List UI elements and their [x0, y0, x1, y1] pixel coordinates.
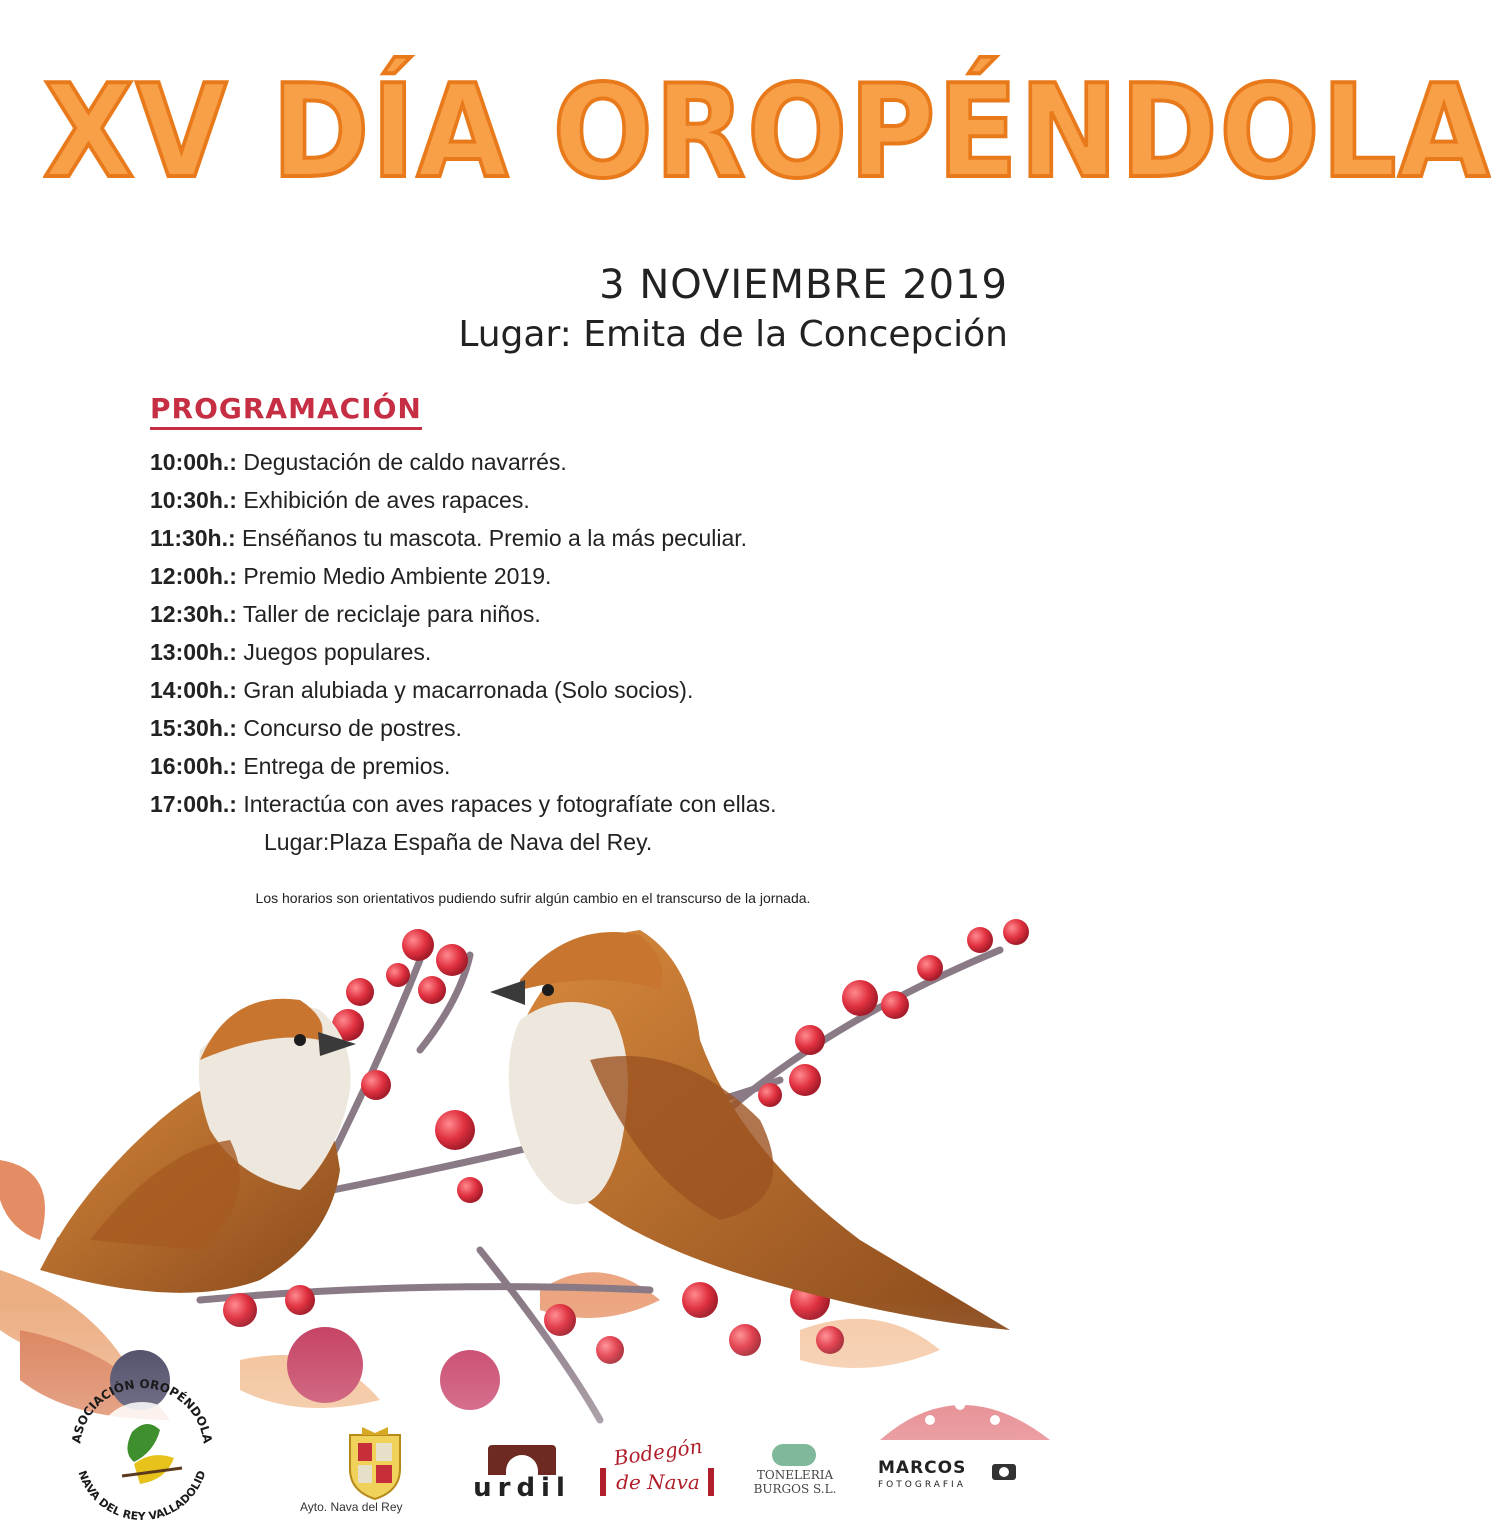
schedule-time: 15:30h.:	[150, 715, 237, 741]
asociacion-bottom-text: NAVA DEL REY VALLADOLID	[75, 1468, 209, 1522]
schedule-text: Entrega de premios.	[236, 753, 451, 779]
bodegon-line2: de Nava	[616, 1470, 700, 1494]
poster-title: XV DÍA OROPÉNDOLA	[43, 58, 1491, 207]
marcos-line1: MARCOS	[878, 1458, 967, 1478]
schedule-time: 10:00h.:	[150, 449, 237, 475]
schedule-item	[150, 671, 776, 709]
bodegon-line1: Bodegón	[612, 1433, 704, 1471]
schedule-time: 14:00h.:	[150, 677, 237, 703]
schedule-time: 17:00h.:	[150, 791, 237, 817]
barrel-icon	[772, 1444, 816, 1466]
schedule-time: 12:00h.:	[150, 563, 237, 589]
schedule-time: 11:30h.:	[150, 525, 236, 551]
toneleria-line2: BURGOS S.L.	[753, 1482, 837, 1496]
schedule-note: Los horarios son orientativos pudiendo sufrir algún cambio en el transcurso de la jornada.	[255, 890, 811, 906]
schedule-extra-place: Lugar:Plaza España de Nava del Rey.	[264, 829, 653, 855]
schedule-list	[150, 443, 776, 861]
program-heading: PROGRAMACIÓN	[150, 392, 422, 430]
schedule-time: 10:30h.:	[150, 487, 237, 513]
marcos-logo	[874, 1458, 1024, 1498]
schedule-text: Juegos populares.	[236, 639, 432, 665]
schedule-item	[150, 785, 776, 823]
schedule-text: Gran alubiada y macarronada (Solo socios).	[236, 677, 694, 703]
left-sparrow	[40, 999, 356, 1293]
event-date: 3 NOVIEMBRE 2019	[599, 262, 1008, 308]
schedule-text: Enséñanos tu mascota. Premio a la más peculiar.	[235, 525, 748, 551]
schedule-item	[150, 633, 776, 671]
schedule-time: 16:00h.:	[150, 753, 237, 779]
urdil-logo	[466, 1445, 578, 1503]
asociacion-oropendola-logo	[62, 1372, 222, 1522]
asociacion-top-text: ASOCIACIÓN OROPÉNDOLA	[69, 1376, 215, 1445]
camera-icon	[992, 1464, 1016, 1480]
right-sparrow	[490, 930, 1010, 1330]
toneleria-line1: TONELERIA	[756, 1468, 834, 1482]
schedule-item	[150, 443, 776, 481]
schedule-item	[150, 595, 776, 633]
schedule-text: Concurso de postres.	[236, 715, 462, 741]
event-place: Lugar: Emita de la Concepción	[458, 314, 1008, 355]
schedule-item	[150, 481, 776, 519]
schedule-item	[150, 557, 776, 595]
schedule-text: Exhibición de aves rapaces.	[236, 487, 530, 513]
toneleria-logo	[740, 1444, 850, 1506]
marcos-line2: FOTOGRAFIA	[878, 1480, 966, 1490]
urdil-arch-icon	[488, 1445, 556, 1475]
schedule-time: 13:00h.:	[150, 639, 237, 665]
schedule-text: Taller de reciclaje para niños.	[236, 601, 541, 627]
schedule-item	[150, 747, 776, 785]
schedule-text: Interactúa con aves rapaces y fotografíate con ellas.	[236, 791, 777, 817]
schedule-item	[150, 709, 776, 747]
schedule-text: Degustación de caldo navarrés.	[236, 449, 567, 475]
schedule-item	[150, 519, 776, 557]
urdil-text: urdil	[473, 1473, 571, 1503]
schedule-text: Premio Medio Ambiente 2019.	[236, 563, 552, 589]
ayto-coat-of-arms-icon	[340, 1425, 410, 1503]
bodegon-logo	[598, 1433, 716, 1502]
ayto-label: Ayto. Nava del Rey	[300, 1500, 403, 1514]
schedule-time: 12:30h.:	[150, 601, 237, 627]
